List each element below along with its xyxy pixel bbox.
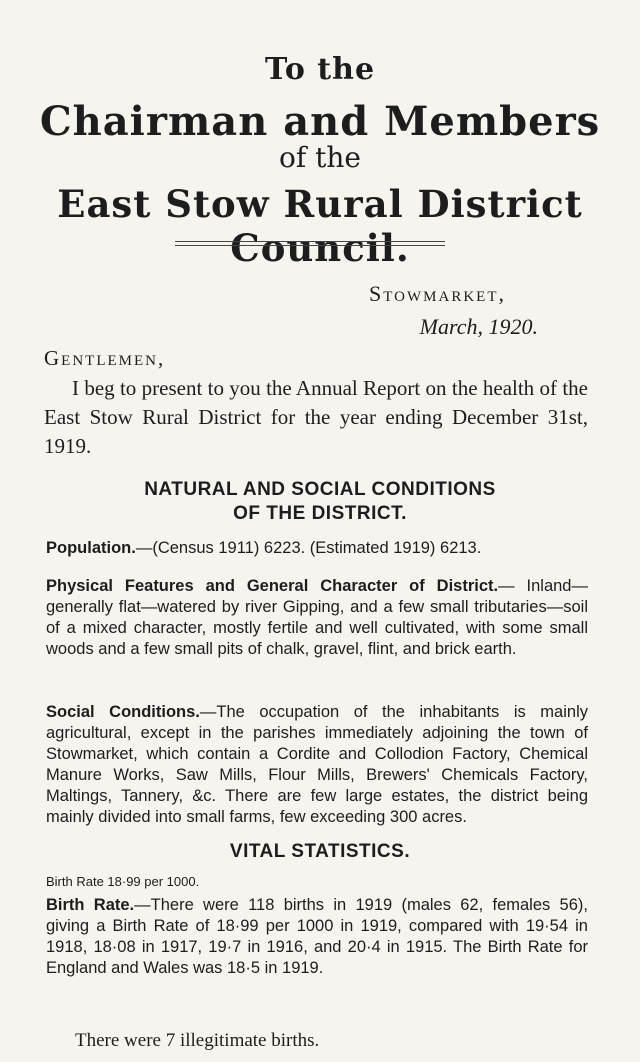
header-council-name: East Stow Rural District Council. (57, 182, 583, 270)
paragraph-lead: Social Conditions. (46, 703, 200, 721)
section-heading-vital-statistics: VITAL STATISTICS. (229, 841, 411, 862)
header-to: To the (264, 52, 376, 87)
section-heading-line1: NATURAL AND SOCIAL CONDITIONS (144, 479, 496, 500)
letter-intro-paragraph: I beg to present to you the Annual Report on the health of the East Stow Rural District for the year ending December 31st, 1919. (44, 376, 588, 458)
letter-salutation: Gentlemen, (44, 346, 166, 370)
paragraph-illegitimate-births: There were 7 illegitimate births. (75, 1030, 320, 1051)
section-heading-line2: OF THE DISTRICT. (233, 503, 407, 524)
paragraph-text: —There were 118 births in 1919 (males 62, females 56), giving a Birth Rate of 18·99 per 1000 in 1919, compared with 19·54 in 1918, 18·08 in 1917, 19·7 in 1916, and 20·4 in 1915. The Birth Rate for England and Wales was 18·5 in 1919. (46, 896, 588, 977)
letter-place: Stowmarket, (369, 281, 506, 306)
paragraph-lead: Birth Rate. (46, 896, 135, 914)
divider-rule-bottom (175, 245, 445, 246)
letter-date: March, 1920. (419, 314, 538, 339)
header-chairman-members: Chairman and Members (39, 98, 601, 145)
paragraph-physical-features (46, 576, 588, 660)
section-heading-natural-social (0, 478, 640, 526)
paragraph-social-conditions (46, 702, 588, 828)
birth-rate-summary: Birth Rate 18·99 per 1000. (46, 874, 200, 889)
paragraph-text: — Inland—generally flat—watered by river Gipping, and a few small tributaries—soil of a mixed character, mostly fertile and well cultivated, with some small woods and a few small pits of chalk, gravel, flint, and brick earth. (46, 577, 588, 658)
divider-rule-top (175, 241, 445, 242)
header-of: of the (279, 141, 361, 174)
paragraph-lead: Physical Features and General Character of District. (46, 577, 499, 595)
paragraph-lead: Population. (46, 539, 136, 557)
paragraph-text: —(Census 1911) 6223. (Estimated 1919) 6213. (135, 539, 482, 557)
paragraph-text: —The occupation of the inhabitants is mainly agricultural, except in the parishes immediately adjoining the town of Stowmarket, which contain a Cordite and Collodion Factory, Chemical Manure Works, Saw Mills, Flour Mills, Brewers' Chemicals Factory, Maltings, Tannery, &c. There are few large estates, the district being mainly divided into small farms, few exceeding 300 acres. (46, 703, 588, 826)
paragraph-birth-rate (46, 895, 588, 979)
paragraph-population (46, 538, 588, 559)
